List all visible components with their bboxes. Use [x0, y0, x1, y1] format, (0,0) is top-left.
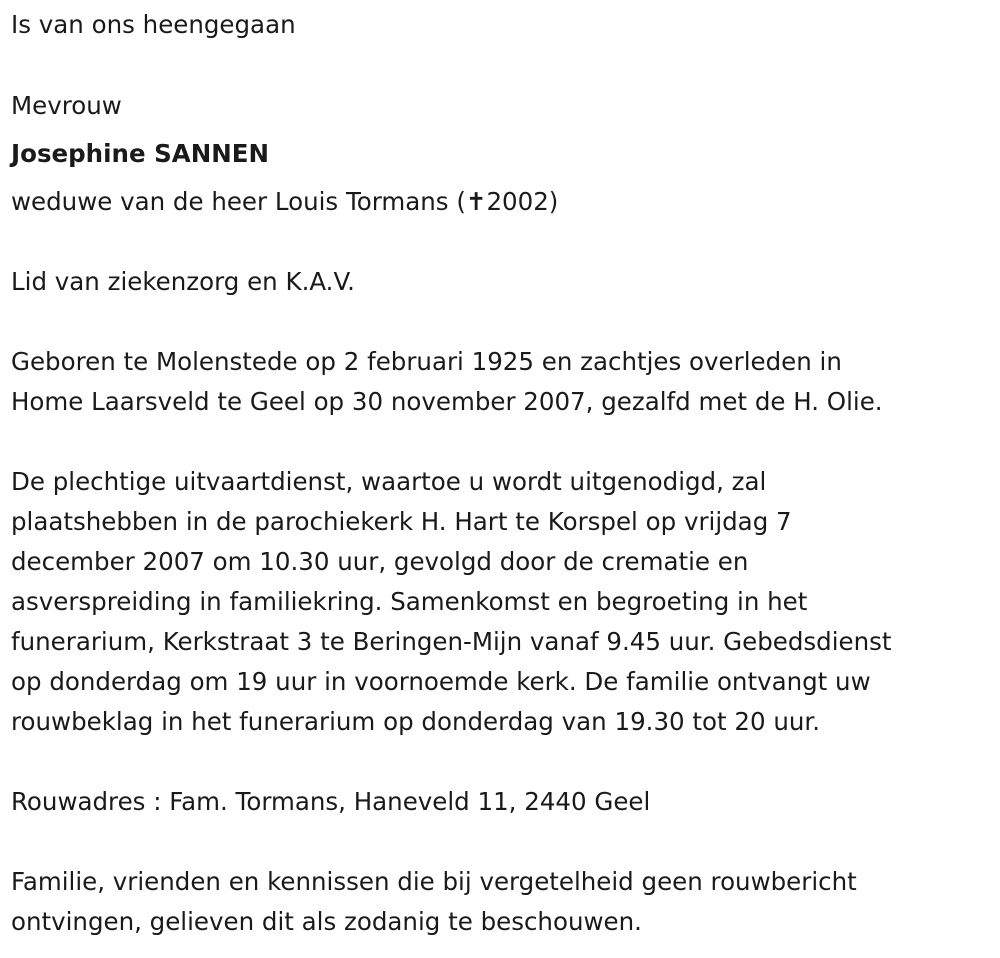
- paragraph-line: december 2007 om 10.30 uur, gevolgd door de crematie en: [11, 547, 749, 576]
- paragraph-line: op donderdag om 19 uur in voornoemde kerk. De familie ontvangt uw: [11, 667, 871, 696]
- widow-line: weduwe van de heer Louis Tormans (✝2002): [11, 187, 559, 216]
- paragraph-line: funerarium, Kerkstraat 3 te Beringen-Mijn vanaf 9.45 uur. Gebedsdienst: [11, 627, 892, 656]
- salutation: Mevrouw: [11, 91, 122, 120]
- paragraph-line: Geboren te Molenstede op 2 februari 1925 en zachtjes overleden in: [11, 347, 842, 376]
- intro-line: Is van ons heengegaan: [11, 10, 296, 39]
- mourning-address: Rouwadres : Fam. Tormans, Haneveld 11, 2440 Geel: [11, 787, 651, 816]
- paragraph-line: plaatshebben in de parochiekerk H. Hart te Korspel op vrijdag 7: [11, 507, 792, 536]
- paragraph-line: Familie, vrienden en kennissen die bij vergetelheid geen rouwbericht: [11, 867, 857, 896]
- membership-line: Lid van ziekenzorg en K.A.V.: [11, 267, 355, 296]
- paragraph-line: De plechtige uitvaartdienst, waartoe u wordt uitgenodigd, zal: [11, 467, 767, 496]
- paragraph-line: ontvingen, gelieven dit als zodanig te beschouwen.: [11, 907, 642, 936]
- paragraph-line: rouwbeklag in het funerarium op donderdag van 19.30 tot 20 uur.: [11, 707, 821, 736]
- paragraph-line: asverspreiding in familiekring. Samenkomst en begroeting in het: [11, 587, 808, 616]
- paragraph-line: Home Laarsveld te Geel op 30 november 2007, gezalfd met de H. Olie.: [11, 387, 883, 416]
- deceased-name: Josephine SANNEN: [11, 139, 269, 168]
